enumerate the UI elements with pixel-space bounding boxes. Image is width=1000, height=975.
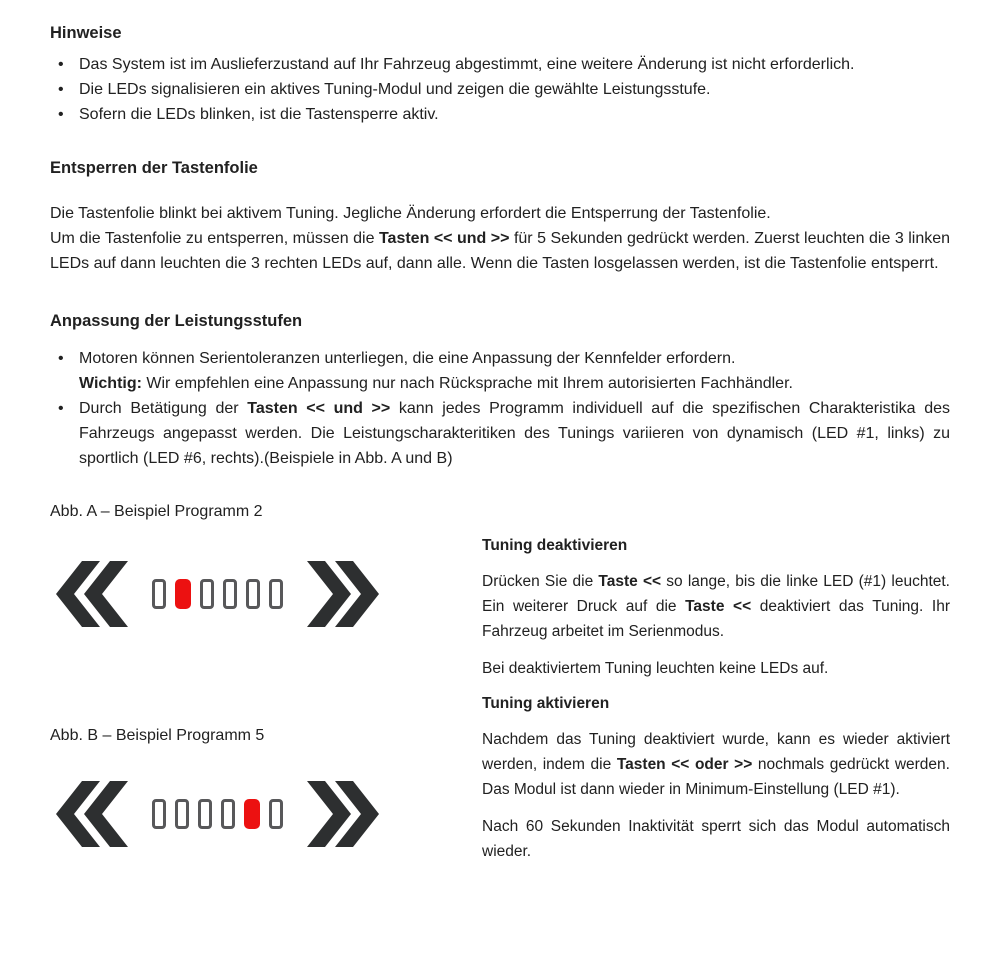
anpassung-list [50,346,950,471]
led-4 [221,799,235,829]
led-1 [152,799,166,829]
led-2 [175,799,189,829]
led-2-active [175,579,191,609]
figures-column [50,501,482,864]
led-6 [269,799,283,829]
list-item: • Die LEDs signalisieren ein aktives Tuning-Modul und zeigen die gewählte Leistungsstufe. [50,77,950,102]
heading-entsperren: Entsperren der Tastenfolie [50,159,258,177]
led-strip [152,799,283,829]
list-item: • Sofern die LEDs blinken, ist die Tastensperre aktiv. [50,102,950,127]
paragraph-line: Die Tastenfolie blinkt bei aktivem Tuning. Jegliche Änderung erfordert die Entsperrung der Tastenfolie. [50,205,771,222]
led-5 [246,579,260,609]
figure-a [56,561,482,627]
led-strip [152,579,283,609]
figure-a-caption: Abb. A – Beispiel Programm 2 [50,503,263,520]
heading-anpassung: Anpassung der Leistungsstufen [50,312,303,330]
heading-hinweise: Hinweise [50,24,122,42]
list-item: • Das System ist im Auslieferzustand auf Ihr Fahrzeug abgestimmt, eine weitere Änderung ist nicht erforderlich. [50,52,950,77]
figures-and-instructions [50,501,950,864]
led-3 [200,579,214,609]
instructions-column [482,501,950,864]
figure-b [56,781,482,847]
paragraph: Nachdem das Tuning deaktiviert wurde, kann es wieder aktiviert werden, indem die Tasten << oder >> nochmals gedrückt werden. Das Modul ist dann wieder in Minimum-Einstellung (LED #1). [482,731,950,798]
led-5-active [244,799,260,829]
list-item: • Durch Betätigung der Tasten << und >> kann jedes Programm individuell auf die spezifischen Charakteristika des Fahrzeugs angepasst werden. Die Leistungscharakteritiken des Tunings variieren von dynamisch (LED #1, links) zu sportlich (LED #6, rechts).(Beispiele in Abb. A und B) [50,396,950,471]
double-chevron-right-icon [305,561,379,627]
paragraph-line: Wichtig: Wir empfehlen eine Anpassung nur nach Rücksprache mit Ihrem autorisierten Fachhändler. [79,375,793,392]
paragraph: Bei deaktiviertem Tuning leuchten keine LEDs auf. [482,660,829,677]
led-3 [198,799,212,829]
paragraph: Um die Tastenfolie zu entsperren, müssen die Tasten << und >> für 5 Sekunden gedrückt werden. Zuerst leuchten die 3 linken LEDs auf dann leuchten die 3 rechten LEDs auf, dann alle. Wenn die Tasten losgelassen werden, ist die Tastenfolie entsperrt. [50,230,951,272]
paragraph-line: • Motoren können Serientoleranzen unterliegen, die eine Anpassung der Kennfelder erfordern. [79,350,736,367]
led-4 [223,579,237,609]
paragraph: Drücken Sie die Taste << so lange, bis die linke LED (#1) leuchtet. Ein weiterer Druck auf die Taste << deaktiviert das Tuning. Ihr Fahrzeug arbeitet im Serienmodus. [482,573,950,640]
double-chevron-left-icon [56,781,130,847]
led-6 [269,579,283,609]
double-chevron-right-icon [305,781,379,847]
list-item [50,346,950,396]
double-chevron-left-icon [56,561,130,627]
heading-tuning-aktivieren: Tuning aktivieren [482,695,610,712]
hinweise-list [50,52,950,127]
paragraph: Nach 60 Sekunden Inaktivität sperrt sich das Modul automatisch wieder. [482,818,950,860]
heading-tuning-deaktivieren: Tuning deaktivieren [482,537,628,554]
entsperren-paragraph [50,201,950,276]
figure-b-caption: Abb. B – Beispiel Programm 5 [50,727,265,744]
led-1 [152,579,166,609]
